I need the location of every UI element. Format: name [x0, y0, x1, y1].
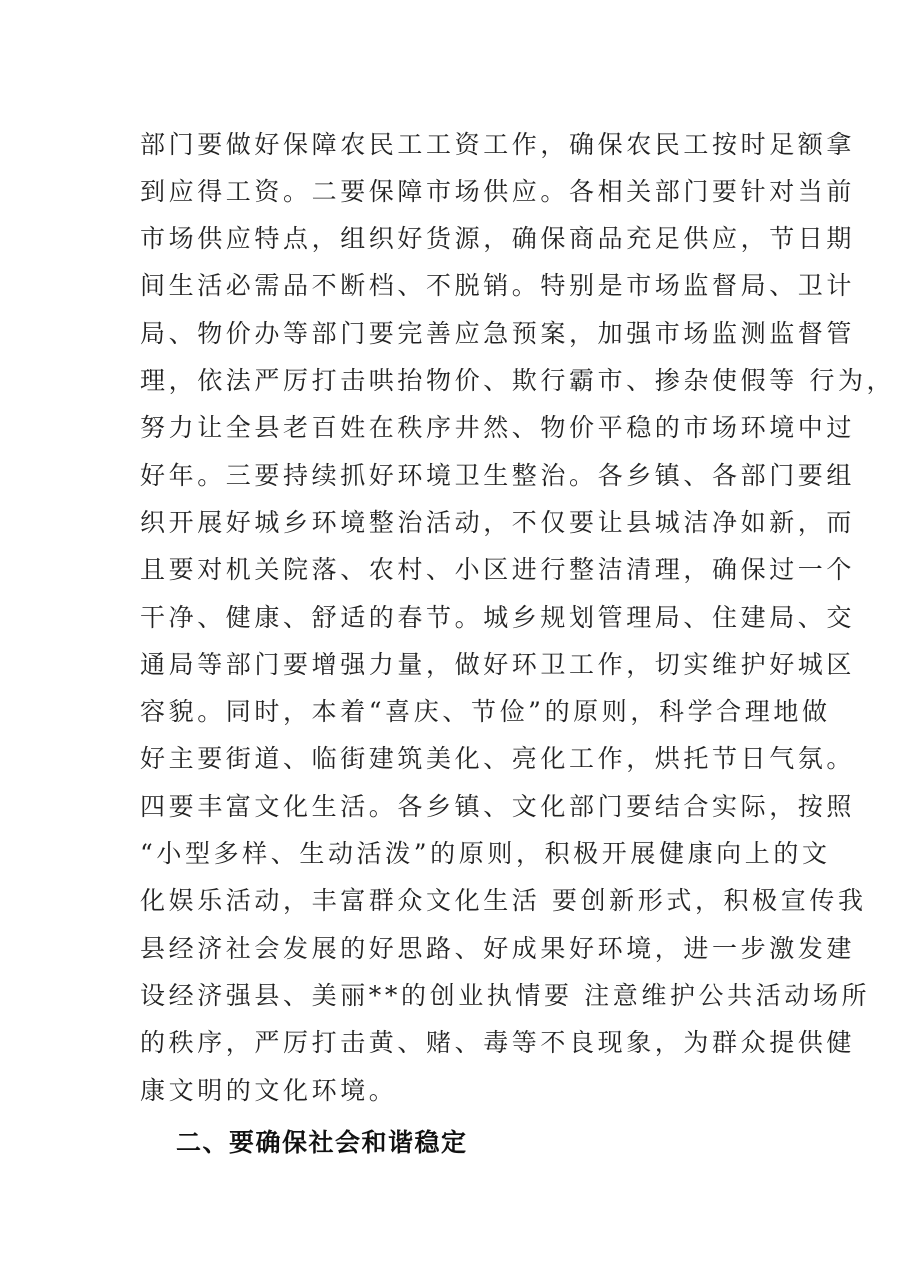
paragraph-line: 设经济强县、美丽**的创业执情要 注意维护公共活动场所 — [140, 981, 871, 1010]
paragraph-line: 间生活必需品不断档、不脱销。特别是市场监督局、卫计 — [140, 271, 856, 300]
paragraph-line: 理，依法严厉打击哄抬物价、欺行霸市、掺杂使假等 行为， — [140, 366, 896, 395]
paragraph-line: 通局等部门要增强力量，做好环卫工作，切实维护好城区 — [140, 650, 856, 679]
paragraph-line: “小型多样、生动活泼”的原则，积极开展健康向上的文 — [140, 839, 831, 868]
paragraph-line: 部门要做好保障农民工工资工作，确保农民工按时足额拿 — [140, 130, 856, 159]
paragraph-line: 且要对机关院落、农村、小区进行整洁清理，确保过一个 — [140, 555, 856, 584]
paragraph-line: 到应得工资。二要保障市场供应。各相关部门要针对当前 — [140, 177, 856, 206]
section-heading: 二、要确保社会和谐稳定 — [176, 1128, 468, 1157]
paragraph-line: 干净、健康、舒适的春节。城乡规划管理局、住建局、交 — [140, 603, 856, 632]
paragraph-line: 织开展好城乡环境整治活动，不仅要让县城洁净如新，而 — [140, 508, 856, 537]
paragraph-line: 化娱乐活动，丰富群众文化生活 要创新形式，积极宣传我 — [140, 886, 867, 915]
paragraph-line: 市场供应特点，组织好货源，确保商品充足供应，节日期 — [140, 224, 856, 253]
paragraph-line: 县经济社会发展的好思路、好成果好环境，进一步激发建 — [140, 934, 856, 963]
paragraph-line: 康文明的文化环境。 — [140, 1076, 398, 1105]
paragraph-line: 努力让全县老百姓在秩序井然、物价平稳的市场环境中过 — [140, 413, 856, 442]
paragraph-line: 好年。三要持续抓好环境卫生整治。各乡镇、各部门要组 — [140, 461, 856, 490]
paragraph-line: 容貌。同时，本着“喜庆、节俭”的原则，科学合理地做 — [140, 697, 831, 726]
paragraph-line: 局、物价办等部门要完善应急预案，加强市场监测监督管 — [140, 319, 856, 348]
paragraph-line: 好主要街道、临街建筑美化、亮化工作，烘托节日气氛。 — [140, 744, 856, 773]
paragraph-line: 的秩序，严厉打击黄、赌、毒等不良现象，为群众提供健 — [140, 1028, 856, 1057]
paragraph-line: 四要丰富文化生活。各乡镇、文化部门要结合实际，按照 — [140, 792, 856, 821]
